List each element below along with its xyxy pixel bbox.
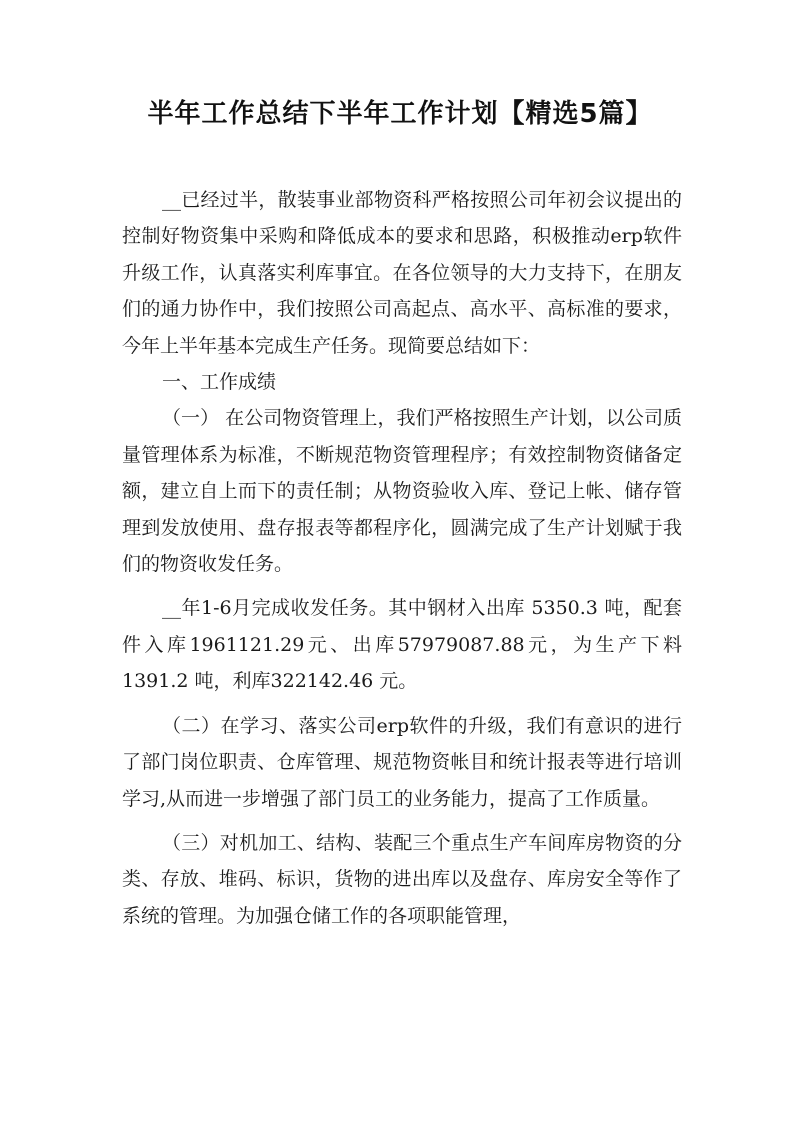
paragraph-item-2: （二）在学习、落实公司erp软件的升级，我们有意识的进行了部门岗位职责、仓库管理、规范物资帐目和统计报表等进行培训学习,从而进一步增强了部门员工的业务能力，提高了工作质量。 bbox=[122, 714, 682, 810]
paragraph-item-1: （一） 在公司物资管理上，我们严格按照生产计划，以公司质量管理体系为标准，不断规范物资管理程序；有效控制物资储备定额，建立自上而下的责任制；从物资验收入库、登记上帐、储存管理到发放使用、盘存报表等都程序化，圆满完成了生产计划赋于我们的物资收发任务。 bbox=[122, 407, 682, 576]
section-heading-work-results: 一、工作成绩 bbox=[162, 371, 277, 394]
paragraph-intro: __已经过半，散装事业部物资科严格按照公司年初会议提出的控制好物资集中采购和降低成本的要求和思路，积极推动erp软件升级工作，认真落实利库事宜。在各位领导的大力支持下，在朋友们的通力协作中，我们按照公司高起点、高水平、高标准的要求，今年上半年基本完成生产任务。现简要总结如下： bbox=[122, 189, 682, 357]
paragraph-item-3: （三）对机加工、结构、装配三个重点生产车间库房物资的分类、存放、堆码、标识，货物的进出库以及盘存、库房安全等作了系统的管理。为加强仓储工作的各项职能管理， bbox=[122, 831, 682, 927]
document-title: 半年工作总结下半年工作计划【精选5篇】 bbox=[147, 99, 653, 129]
document-body bbox=[122, 182, 682, 934]
paragraph-statistics: __年1-6月完成收发任务。其中钢材入出库 5350.3 吨，配套件入库1961121.29元、出库57979087.88元，为生产下料1391.2 吨，利库322142.46 元。 bbox=[122, 597, 682, 693]
